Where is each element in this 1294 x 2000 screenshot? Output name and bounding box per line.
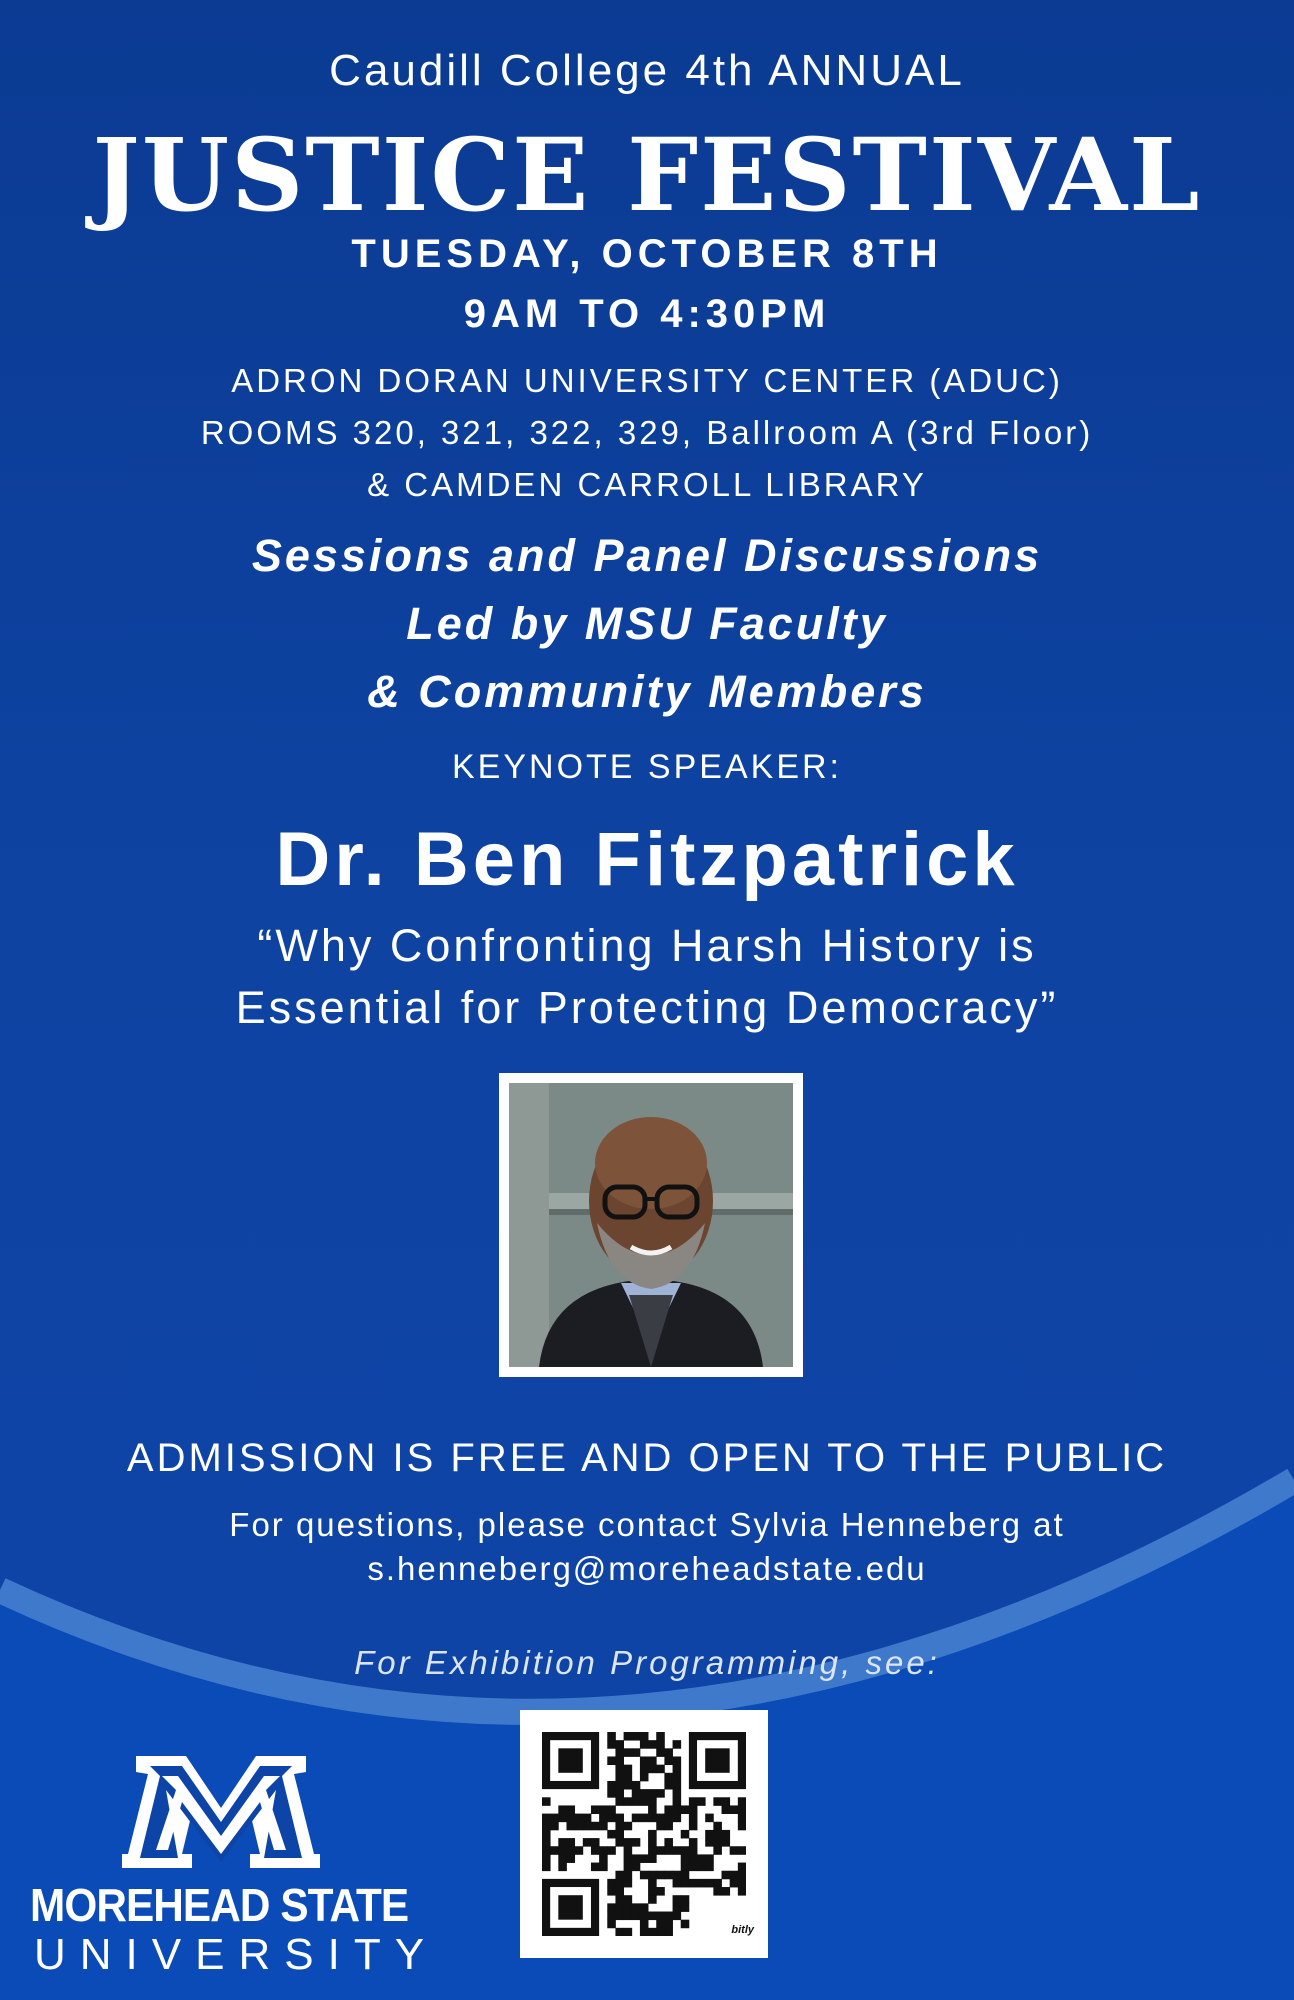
logo-university-name: MOREHEAD STATE — [30, 1879, 409, 1931]
sessions-line-1: Sessions and Panel Discussions — [251, 530, 1043, 581]
contact-line: For questions, please contact Sylvia Henneberg at — [229, 1506, 1065, 1543]
keynote-speaker-name: Dr. Ben Fitzpatrick — [275, 817, 1019, 902]
logo-university-subtext: UNIVERSITY — [34, 1930, 439, 1979]
contact-email[interactable]: s.henneberg@moreheadstate.edu — [367, 1550, 927, 1587]
sessions-line-3: & Community Members — [367, 666, 927, 717]
university-logo — [30, 1750, 439, 1980]
university-m-logo-icon — [116, 1750, 326, 1872]
speaker-photo-icon — [509, 1083, 793, 1367]
speaker-photo — [499, 1073, 803, 1377]
admission-notice: ADMISSION IS FREE AND OPEN TO THE PUBLIC — [126, 1436, 1168, 1480]
keynote-talk-title-line-2: Essential for Protecting Democracy” — [235, 982, 1059, 1033]
venue-line-3: & CAMDEN CARROLL LIBRARY — [367, 466, 927, 503]
venue-line-2: ROOMS 320, 321, 322, 329, Ballroom A (3rd Floor) — [200, 414, 1094, 451]
keynote-talk-title-line-1: “Why Confronting Harsh History is — [257, 920, 1037, 971]
qr-brand-label: bitly — [731, 1924, 754, 1936]
venue-line-1: ADRON DORAN UNIVERSITY CENTER (ADUC) — [231, 362, 1063, 399]
event-time: 9AM TO 4:30PM — [463, 292, 831, 336]
festival-subtitle: Caudill College 4th ANNUAL — [329, 46, 965, 95]
keynote-label: KEYNOTE SPEAKER: — [452, 748, 842, 786]
event-date: TUESDAY, OCTOBER 8TH — [351, 232, 943, 276]
festival-title: JUSTICE FESTIVAL — [92, 116, 1202, 234]
exhibition-note: For Exhibition Programming, see: — [354, 1644, 940, 1681]
qr-code[interactable] — [520, 1710, 768, 1958]
sessions-line-2: Led by MSU Faculty — [406, 598, 888, 649]
qr-code-icon — [542, 1732, 746, 1936]
